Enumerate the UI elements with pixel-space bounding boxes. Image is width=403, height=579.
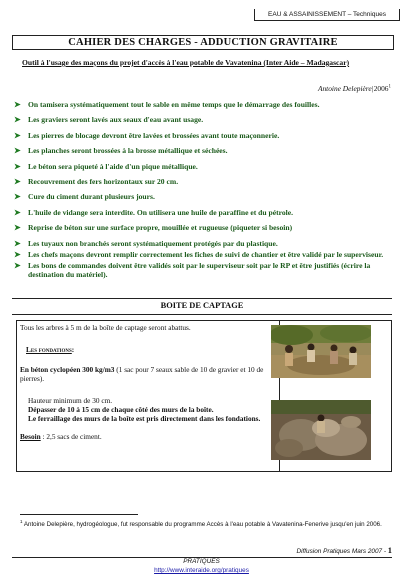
- fondations-label: Les fondations: [26, 344, 72, 354]
- section-title: BOITE DE CAPTAGE: [160, 301, 244, 310]
- footer-url-link[interactable]: http://www.interaide.org/pratiques: [154, 567, 249, 574]
- footnote-rule: [20, 514, 138, 515]
- guideline-text: Le béton sera piqueté à l'aide d'un pique métallique.: [28, 161, 198, 171]
- author-separator: |: [371, 84, 374, 93]
- intro-text: Tous les arbres à 5 m de la boîte de captage seront abattus.: [20, 323, 191, 332]
- footer-pratiques: PRATIQUES: [183, 558, 220, 565]
- green-arrow-bullet-icon: ➤: [14, 260, 21, 270]
- guideline-text: Les graviers seront lavés aux seaux d'eau avant usage.: [28, 115, 204, 125]
- cyclopeen-spec: [20, 366, 274, 383]
- besoin-label: Besoin: [20, 432, 41, 442]
- guideline-item: [14, 239, 396, 248]
- footer-diffusion: [296, 545, 392, 555]
- guideline-item: [14, 146, 396, 155]
- hauteur-spec: Hauteur minimum de 30 cm.: [28, 396, 113, 406]
- green-arrow-bullet-icon: ➤: [14, 100, 21, 109]
- depasser-spec: Dépasser de 10 à 15 cm de chaque côté des murs de la boîte.: [28, 404, 214, 414]
- guideline-item: [14, 261, 396, 279]
- footnote-ref: 1: [388, 84, 391, 90]
- guideline-text: On tamisera systématiquement tout le sable en même temps que le démarrage des fouilles.: [28, 100, 320, 109]
- guideline-item: [14, 162, 396, 171]
- footnote-mark: 1: [20, 519, 23, 524]
- guideline-text: Les bons de commandes doivent être validés soit par le superviseur soit par le RP et être justifiés (écrire la destination du matériel).: [28, 260, 371, 279]
- footer-diffusion-text: Diffusion Pratiques Mars 2007 -: [296, 548, 386, 555]
- green-arrow-bullet-icon: ➤: [14, 238, 21, 248]
- cyclopeen-rest: (1 sac pour 7 seaux sable de 10 de gravier et 10 de pierres).: [20, 365, 264, 383]
- page-number: 1: [387, 545, 392, 555]
- category-tag: EAU & ASSAINISSEMENT – Techniques: [254, 9, 400, 21]
- guideline-item: [14, 192, 396, 201]
- guideline-text: Les chefs maçons devront remplir correctement les fiches de suivi de chantier et être validé par le superviseur.: [28, 249, 384, 259]
- footnote-text: Antoine Delepière, hydrogéologue, fut responsable du programme Accès à l'eau potable à Vavatenina-Fenerive jusqu'en juin 2006.: [22, 521, 382, 529]
- document-subtitle: Outil à l'usage des maçons du projet d'accès à l'eau potable de Vavatenina (Inter Aide – Madagascar): [22, 58, 350, 67]
- guideline-text: Recouvrement des fers horizontaux sur 20 cm.: [28, 176, 179, 186]
- captage-spec-text: [20, 324, 274, 442]
- green-arrow-bullet-icon: ➤: [14, 115, 21, 125]
- besoin-value: : 2,5 sacs de ciment.: [40, 432, 102, 442]
- ferraillage-spec: Le ferraillage des murs de la boîte est pris directement dans les fondations.: [28, 413, 261, 423]
- guideline-item: [14, 115, 396, 124]
- guideline-text: Reprise de béton sur une surface propre, mouillée et rugueuse (piqueter si besoin): [28, 223, 293, 233]
- photo-masonry-box: [271, 400, 371, 460]
- photo-workers-illustration: [271, 325, 371, 378]
- guideline-text: L'huile de vidange sera interdite. On utilisera une huile de paraffine et du pétrole.: [28, 207, 294, 217]
- photo-masonry-illustration: [271, 400, 371, 460]
- green-arrow-bullet-icon: ➤: [14, 130, 21, 140]
- guideline-text: Les pierres de blocage devront être lavées et brossées avant toute maçonnerie.: [28, 130, 280, 140]
- guideline-item: [14, 223, 396, 232]
- green-arrow-bullet-icon: ➤: [14, 192, 21, 202]
- green-arrow-bullet-icon: ➤: [14, 146, 21, 156]
- section-rule-top: [12, 298, 392, 299]
- fondations-heading: [20, 346, 274, 355]
- guideline-item: [14, 250, 396, 259]
- author-line: [318, 84, 391, 93]
- guidelines-list: [14, 100, 396, 281]
- green-arrow-bullet-icon: ➤: [14, 176, 21, 186]
- besoin-spec: [20, 433, 274, 442]
- document-title: CAHIER DES CHARGES - ADDUCTION GRAVITAIRE: [12, 35, 394, 50]
- guideline-text: Cure du ciment durant plusieurs jours.: [28, 192, 155, 202]
- green-arrow-bullet-icon: ➤: [14, 223, 21, 233]
- green-arrow-bullet-icon: ➤: [14, 249, 21, 259]
- footnote: [20, 518, 392, 529]
- author-name: Antoine Delepière: [317, 84, 372, 93]
- guideline-item: [14, 177, 396, 186]
- author-year: 2006: [373, 84, 389, 93]
- green-arrow-bullet-icon: ➤: [14, 207, 21, 217]
- guideline-text: Les tuyaux non branchés seront systématiquement protégés par du plastique.: [28, 238, 278, 248]
- section-rule-bottom: [12, 314, 392, 315]
- fondations-colon: :: [71, 344, 75, 354]
- green-arrow-bullet-icon: ➤: [14, 161, 21, 171]
- guideline-item: [14, 131, 396, 140]
- photo-workers-at-spring: [271, 325, 371, 378]
- cyclopeen-bold: En béton cyclopéen 300 kg/m3: [20, 365, 115, 375]
- guideline-text: Les planches seront brossées à la brosse métallique et séchées.: [28, 146, 228, 156]
- guideline-item: [14, 100, 396, 109]
- guideline-item: [14, 208, 396, 217]
